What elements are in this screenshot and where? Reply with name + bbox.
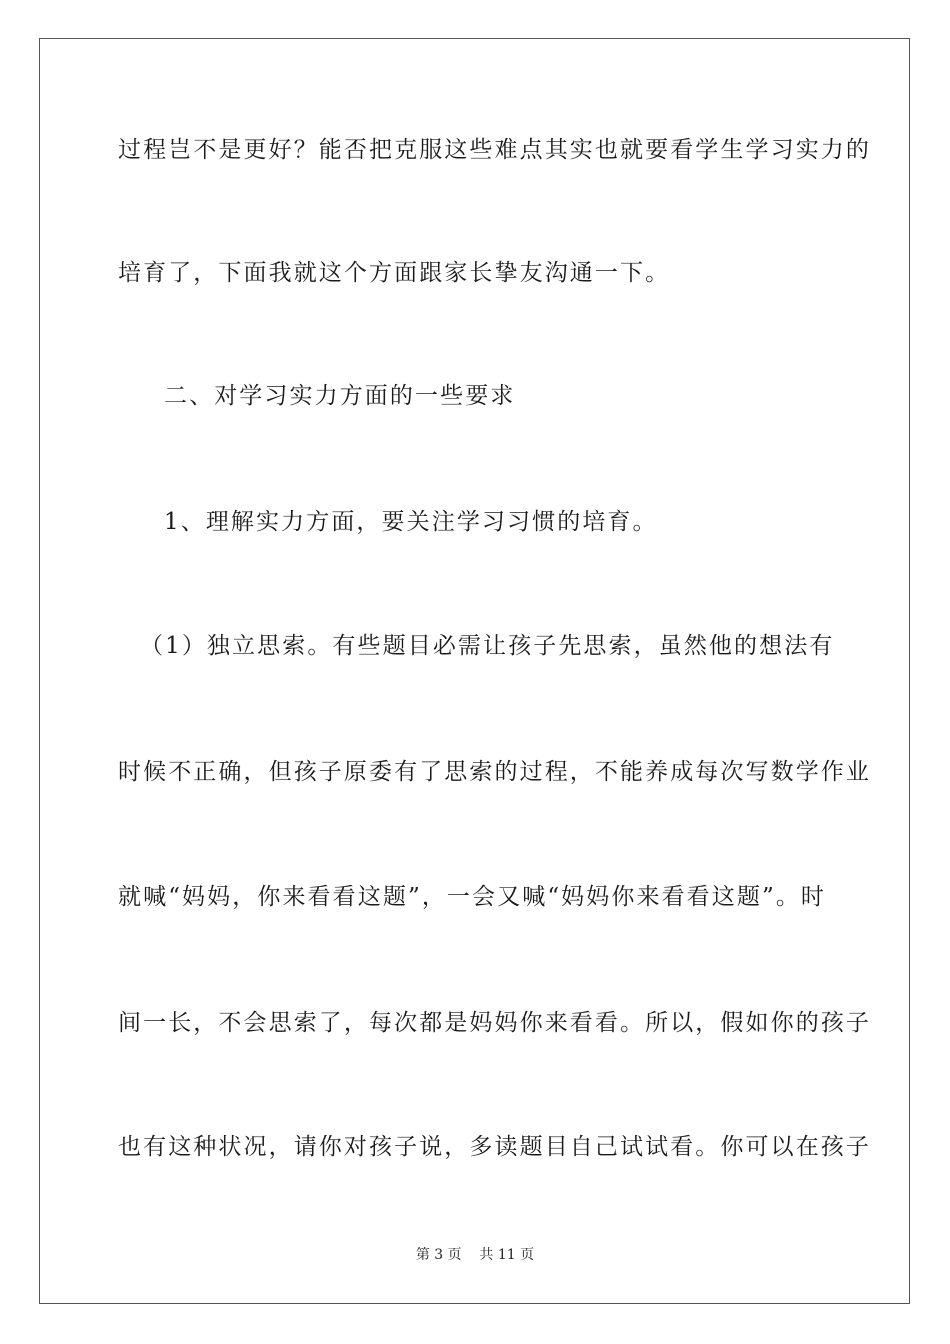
subsection-heading: 1、理解实力方面，要关注学习习惯的培育。 <box>164 509 658 535</box>
page-border <box>39 38 910 1304</box>
body-text-line-6: 时候不正确，但孩子原委有了思索的过程，不能养成每次写数学作业 <box>118 759 871 785</box>
body-text-line-1: 过程岂不是更好？能否把克服这些难点其实也就要看学生学习实力的 <box>118 137 871 163</box>
body-text-line-2: 培育了，下面我就这个方面跟家长挚友沟通一下。 <box>118 260 671 286</box>
body-text-line-5: （1）独立思索。有些题目必需让孩子先思索，虽然他的想法有 <box>140 633 835 659</box>
page-number-footer: 第 3 页 共 11 页 <box>415 1247 535 1263</box>
section-heading: 二、对学习实力方面的一些要求 <box>164 383 516 409</box>
body-text-line-8: 间一长，不会思索了，每次都是妈妈你来看看。所以，假如你的孩子 <box>118 1010 871 1036</box>
body-text-line-9: 也有这种状况，请你对孩子说，多读题目自己试试看。你可以在孩子 <box>118 1134 871 1160</box>
body-text-line-7: 就喊“妈妈，你来看看这题”，一会又喊“妈妈你来看看这题”。时 <box>118 884 827 910</box>
